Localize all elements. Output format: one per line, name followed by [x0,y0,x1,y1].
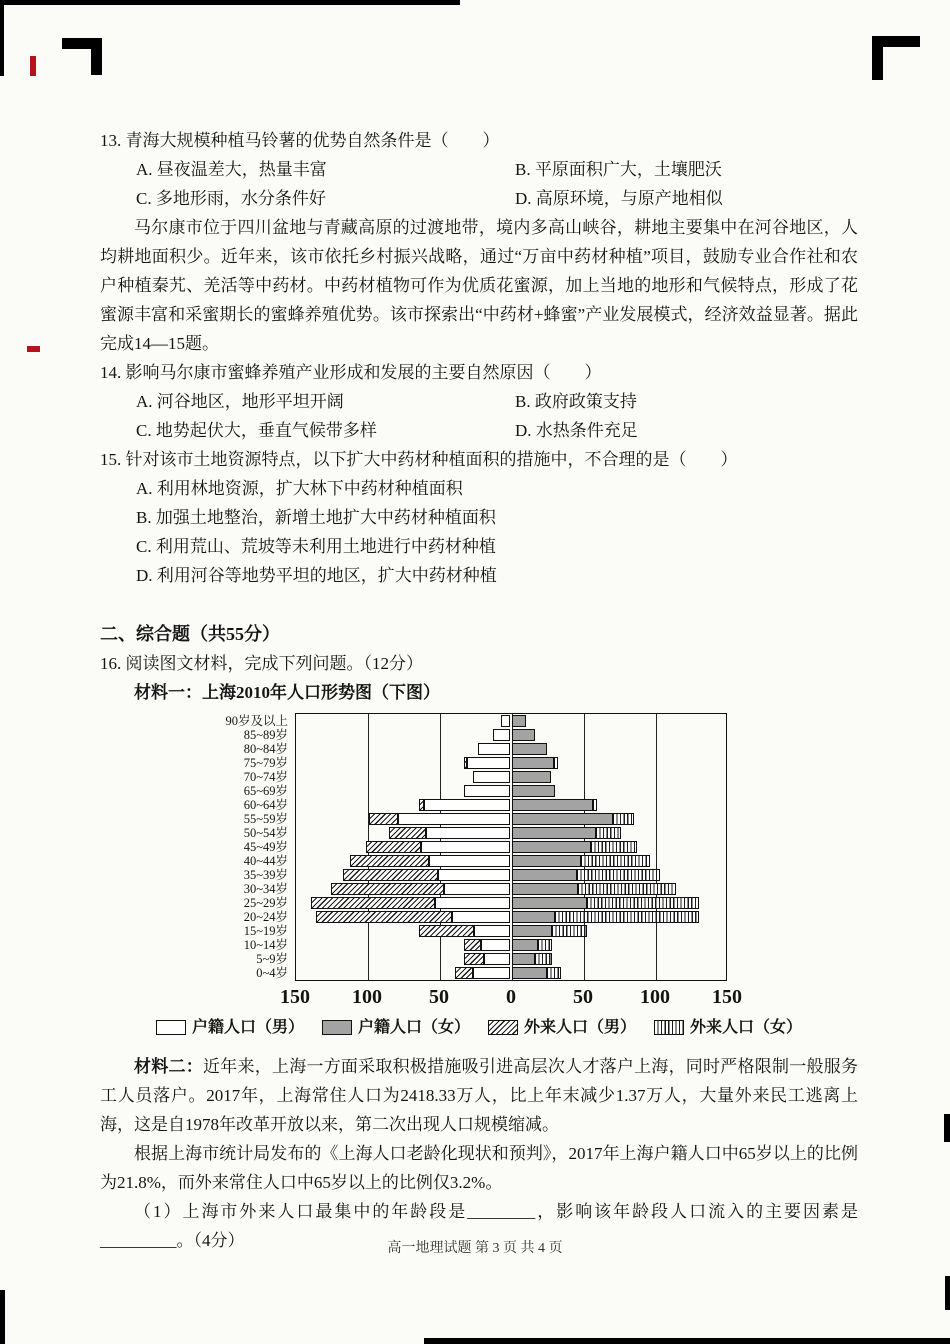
scan-artifact-top-strip [0,0,460,5]
pyramid-bar-hm [429,855,510,867]
question-13-options-row-1 [100,155,858,184]
pyramid-bar-hm [398,813,510,825]
scan-artifact-right-mid [944,1114,950,1142]
pyramid-bar-mf [578,883,676,895]
pyramid-bar-hf [512,813,613,825]
age-group-label: 75~79岁 [243,756,288,770]
male-side [316,911,510,923]
male-side [419,799,510,811]
pyramid-row [225,714,726,728]
pyramid-bar-mf [538,939,552,951]
pyramid-bar-hf [512,897,587,909]
pyramid-bar-mm [464,939,481,951]
q14-option-a: A. 河谷地区，地形平坦开阔 [136,392,344,411]
female-side [512,869,660,881]
pyramid-bar-mf [535,953,552,965]
pyramid-bar-mm [311,897,435,909]
legend-item-hukou-female [322,1013,470,1042]
pyramid-bar-hm [438,869,510,881]
pyramid-row [243,784,726,798]
female-side [512,925,587,937]
pyramid-bar-hm [421,841,510,853]
pyramid-bar-hm [452,911,510,923]
pyramid-bar-hf [512,869,577,881]
pyramid-row [243,756,726,770]
pyramid-bar-hm [481,939,510,951]
female-side [512,785,555,797]
female-side [512,939,552,951]
male-side [493,729,510,741]
legend-item-migrant-male [488,1013,636,1042]
exam-page-content [100,126,858,1255]
legend-label: 外来人口（女） [690,1019,803,1036]
age-group-label: 40~44岁 [243,854,288,868]
female-side [512,911,699,923]
age-group-label: 65~69岁 [243,784,288,798]
material-2-paragraph-2: 根据上海市统计局发布的《上海人口老龄化现状和预判》，2017年上海户籍人口中65岁以上的比例为21.8%，而外来常住人口中65岁以上的比例仅3.2%。 [100,1144,858,1192]
age-group-label: 0~4岁 [256,966,288,980]
pyramid-bar-mf [587,897,699,909]
pyramid-row [243,854,726,868]
male-side [455,967,510,979]
legend-item-migrant-female [654,1013,802,1042]
age-group-label: 90岁及以上 [225,714,288,728]
q15-option-d: D. 利用河谷等地势平坦的地区，扩大中药材种植 [136,566,497,585]
material-1-caption: 材料一：上海2010年人口形势图（下图） [134,683,440,702]
q13-option-d: D. 高原环境，与原产地相似 [515,189,723,208]
male-side [478,743,510,755]
male-side [464,785,510,797]
pyramid-bar-hm [444,883,510,895]
pyramid-bar-hm [435,897,510,909]
legend-label: 户籍人口（女） [357,1019,470,1036]
red-ink-mark-2 [27,346,40,352]
q13-option-c: C. 多地形雨，水分条件好 [136,189,326,208]
male-side [366,841,510,853]
q14-option-c: C. 地势起伏大，垂直气候带多样 [136,421,377,440]
page-footer: 高一地理试题 第 3 页 共 4 页 [387,1241,563,1256]
question-14-stem: 14. 影响马尔康市蜜蜂养殖产业形成和发展的主要自然原因（ ） [100,363,602,382]
pyramid-bar-hf [512,757,554,769]
pyramid-row [243,840,726,854]
q15-option-a: A. 利用林地资源，扩大林下中药材种植面积 [136,479,463,498]
female-side [512,757,558,769]
pyramid-bar-mf [593,799,597,811]
male-side [343,869,510,881]
pyramid-bar-hm [464,785,510,797]
female-side [512,953,552,965]
pyramid-row [243,868,726,882]
age-group-label: 10~14岁 [243,938,288,952]
pyramid-bar-hf [512,883,578,895]
q15-option-c: C. 利用荒山、荒坡等未利用土地进行中药材种植 [136,537,496,556]
x-axis-tick-label: 100 [352,986,382,1008]
material-2-text-1: 近年来，上海一方面采取积极措施吸引进高层次人才落户上海，同时严格限制一般服务工人员落户。2017年，上海常住人口为2418.33万人，比上年末减少1.37万人，大量外来民工逃离上海，这是自1978年改革开放以来，第二次出现人口规模缩减。 [100,1057,859,1134]
pyramid-bars [225,714,726,980]
pyramid-bar-mm [350,855,429,867]
female-side [512,715,526,727]
material-2-paragraph-1 [100,1052,858,1139]
pyramid-bar-mf [596,827,622,839]
pyramid-bar-hm [478,743,510,755]
scan-artifact-bottom-left [0,1290,5,1344]
q14-option-b: B. 政府政策支持 [515,392,637,411]
pyramid-bar-hf [512,855,581,867]
q14-option-d: D. 水热条件充足 [515,421,638,440]
population-pyramid-chart [100,713,858,1042]
pyramid-bar-hf [512,743,547,755]
pyramid-bar-hf [512,939,538,951]
age-group-label: 20~24岁 [243,910,288,924]
pyramid-row [256,952,726,966]
pyramid-bar-mm [419,925,474,937]
question-13-options-row-2 [100,184,858,213]
pyramid-bar-hf [512,953,535,965]
pyramid-row [243,812,726,826]
pyramid-bar-mf [581,855,650,867]
x-axis-tick-label: 100 [640,986,670,1008]
male-side [464,757,510,769]
pyramid-row [243,798,726,812]
pyramid-bar-hm [426,827,510,839]
female-side [512,967,561,979]
pyramid-row [243,826,726,840]
pyramid-bar-mm [389,827,426,839]
pyramid-bar-hm [493,729,510,741]
crop-mark-top-left-v [91,38,102,75]
pyramid-bar-mm [316,911,453,923]
migrant-female-swatch-icon [654,1020,684,1035]
question-14-options-row-2 [100,416,858,445]
x-axis-tick-label: 50 [429,986,449,1008]
pyramid-bar-mm [343,869,438,881]
pyramid-bar-hf [512,715,526,727]
x-axis-tick-label: 150 [280,986,310,1008]
red-ink-mark-1 [30,56,36,76]
hukou-male-swatch-icon [156,1020,186,1035]
pyramid-bar-mf [555,911,699,923]
pyramid-row [256,966,726,980]
question-16-subquestion-1: （1）上海市外来人口最集中的年龄段是________，影响该年龄段人口流入的主要因素是_________。（4分） [100,1202,858,1250]
female-side [512,729,535,741]
age-group-label: 80~84岁 [243,742,288,756]
pyramid-bar-hm [474,925,510,937]
male-side [501,715,510,727]
female-side [512,813,634,825]
pyramid-bar-hf [512,729,535,741]
pyramid-bar-hm [424,799,510,811]
question-15-stem: 15. 针对该市土地资源特点，以下扩大中药材种植面积的措施中，不合理的是（ ） [100,450,738,469]
pyramid-bar-mf [613,813,635,825]
pyramid-bar-mm [331,883,443,895]
male-side [350,855,510,867]
reading-passage-maerkang: 马尔康市位于四川盆地与青藏高原的过渡地带，境内多高山峡谷，耕地主要集中在河谷地区，人均耕地面积少。近年来，该市依托乡村振兴战略，通过“万亩中药材种植”项目，鼓励专业合作社和农户种植秦艽、羌活等中药材。中药材植物可作为优质花蜜源，加上当地的地形和气候特点，形成了花蜜源丰富和采蜜期长的蜜蜂养殖优势。该市探索出“中药材+蜂蜜”产业发展模式，经济效益显著。据此完成14—15题。 [100,218,858,353]
female-side [512,743,547,755]
male-side [331,883,510,895]
pyramid-bar-mm [464,953,484,965]
pyramid-bar-hm [501,715,510,727]
age-group-label: 30~34岁 [243,882,288,896]
pyramid-bar-hf [512,925,552,937]
pyramid-bar-mf [591,841,637,853]
pyramid-bar-mf [547,967,561,979]
pyramid-bar-hf [512,799,593,811]
material-2-label: 材料二： [134,1057,203,1076]
pyramid-row [243,896,726,910]
pyramid-row [243,938,726,952]
age-group-label: 25~29岁 [243,896,288,910]
pyramid-plot-area [225,713,727,981]
legend-label: 户籍人口（男） [191,1019,304,1036]
x-axis-tick-label: 50 [573,986,593,1008]
female-side [512,771,551,783]
pyramid-bar-hm [473,771,510,783]
question-13-stem: 13. 青海大规模种植马铃薯的优势自然条件是（ ） [100,131,500,150]
question-16-stem: 16. 阅读图文材料，完成下列问题。（12分） [100,654,423,673]
age-group-label: 85~89岁 [243,728,288,742]
q13-option-a: A. 昼夜温差大，热量丰富 [136,160,327,179]
scan-artifact-left-strip [0,0,4,76]
female-side [512,897,699,909]
q15-option-b: B. 加强土地整治，新增土地扩大中药材种植面积 [136,508,496,527]
pyramid-bar-mf [554,757,558,769]
section-2-heading: 二、综合题（共55分） [100,624,280,644]
age-group-label: 35~39岁 [243,868,288,882]
pyramid-bar-hm [484,953,510,965]
migrant-male-swatch-icon [488,1020,518,1035]
age-group-label: 15~19岁 [243,924,288,938]
pyramid-bar-hf [512,827,596,839]
female-side [512,883,676,895]
legend-label: 外来人口（男） [524,1019,637,1036]
pyramid-bar-hf [512,841,591,853]
female-side [512,827,621,839]
age-group-label: 5~9岁 [256,952,288,966]
male-side [311,897,510,909]
age-group-label: 60~64岁 [243,798,288,812]
female-side [512,855,650,867]
hukou-female-swatch-icon [322,1020,352,1035]
pyramid-bar-hf [512,967,547,979]
pyramid-bar-mm [369,813,398,825]
pyramid-bar-mf [577,869,661,881]
pyramid-row [243,882,726,896]
pyramid-bar-mm [455,967,472,979]
male-side [473,771,510,783]
age-group-label: 45~49岁 [243,840,288,854]
female-side [512,841,637,853]
male-side [464,939,510,951]
pyramid-row [243,924,726,938]
age-group-label: 70~74岁 [243,770,288,784]
pyramid-row [243,742,726,756]
scan-artifact-bottom-strip [424,1338,950,1344]
male-side [464,953,510,965]
pyramid-legend [100,1013,858,1042]
male-side [369,813,510,825]
pyramid-bar-mf [552,925,587,937]
pyramid-bar-hf [512,911,555,923]
pyramid-bar-hf [512,785,555,797]
legend-item-hukou-male [156,1013,304,1042]
pyramid-bar-hm [467,757,510,769]
question-14-options-row-1 [100,387,858,416]
male-side [389,827,510,839]
pyramid-row [243,910,726,924]
pyramid-bar-hf [512,771,551,783]
x-axis-tick-label: 0 [506,986,516,1008]
age-group-label: 50~54岁 [243,826,288,840]
pyramid-bar-hm [473,967,510,979]
pyramid-row [243,770,726,784]
crop-mark-top-right-v [872,36,883,80]
age-group-label: 55~59岁 [243,812,288,826]
pyramid-x-axis [280,981,742,1011]
q13-option-b: B. 平原面积广大，土壤肥沃 [515,160,722,179]
x-axis-tick-label: 150 [712,986,742,1008]
male-side [419,925,510,937]
scan-artifact-right-low [945,1276,950,1310]
female-side [512,799,597,811]
pyramid-bar-mm [366,841,421,853]
pyramid-row [243,728,726,742]
